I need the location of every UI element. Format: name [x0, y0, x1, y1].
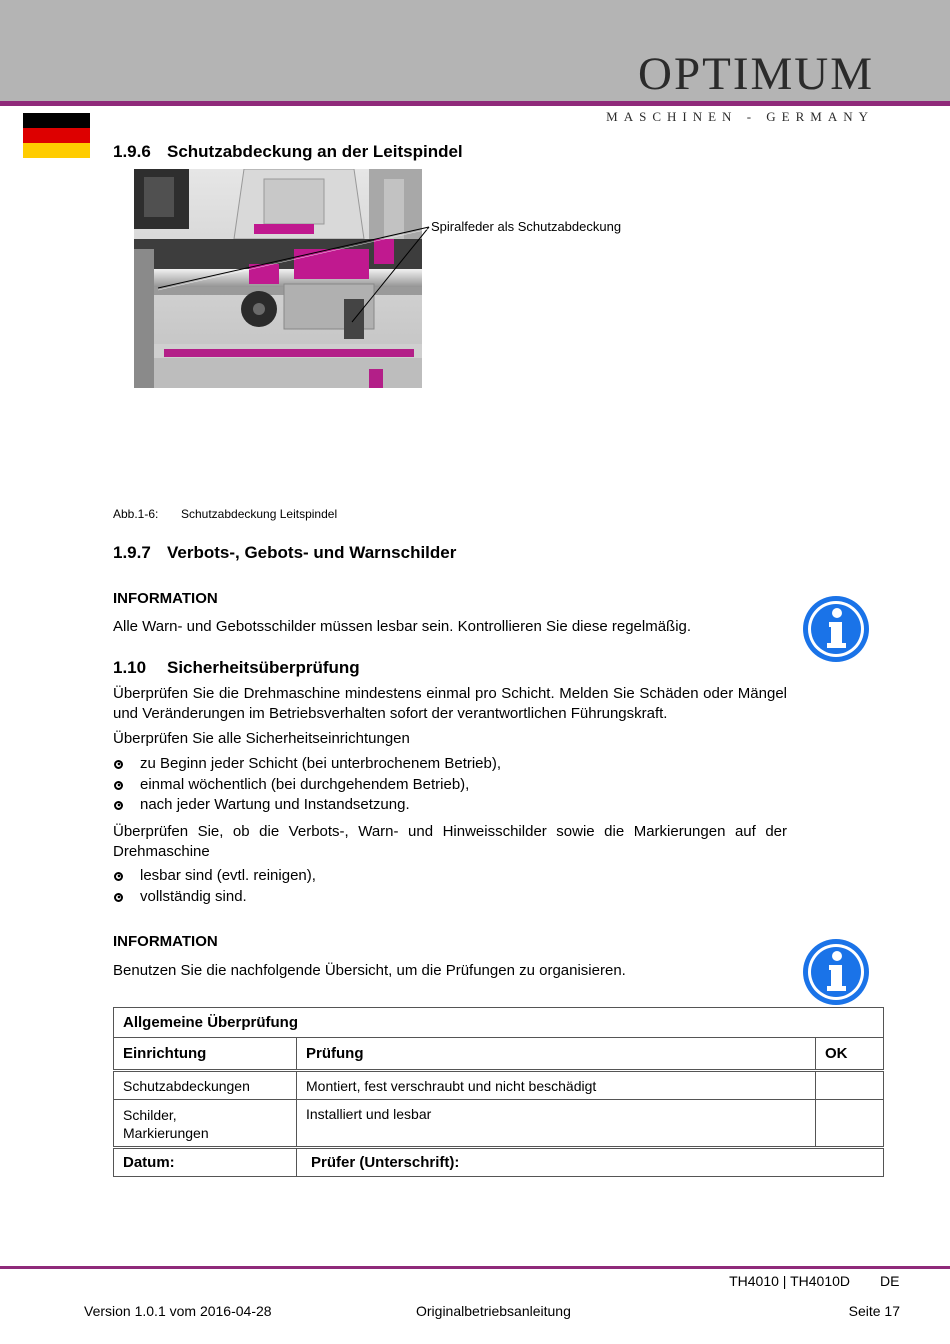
section-heading-1-9-7: [113, 544, 456, 561]
list-item: nach jeder Wartung und Instandsetzung.: [113, 795, 787, 816]
footer-language: DE: [880, 1273, 900, 1289]
list-item: vollständig sind.: [113, 887, 787, 908]
info-text: Benutzen Sie die nachfolgende Übersicht, um die Prüfungen zu organisieren.: [113, 962, 626, 979]
figure-caption-text: Schutzabdeckung Leitspindel: [181, 507, 338, 521]
info-icon: [802, 938, 870, 1006]
brand-logo: OPTIMUM: [638, 48, 874, 100]
table-header-device: Einrichtung: [114, 1038, 297, 1071]
section-title: Verbots-, Gebots- und Warnschilder: [167, 543, 457, 562]
section-heading-1-10: [113, 659, 360, 676]
info-label: INFORMATION: [113, 933, 218, 950]
figure-caption: [113, 507, 337, 522]
table-cell-device-text: Schilder, Markierungen: [123, 1107, 209, 1141]
footer-accent-line: [0, 1266, 950, 1269]
section-title: Sicherheitsüberprüfung: [167, 658, 360, 677]
list-item: einmal wöchentlich (bei durchgehendem Betrieb),: [113, 775, 787, 796]
table-cell-device: [114, 1100, 297, 1148]
paragraph-signs: Überprüfen Sie, ob die Verbots-, Warn- und Hinweisschilder sowie die Markierungen auf der Drehmaschine: [113, 823, 787, 860]
section-heading-1-9-6: [113, 143, 463, 160]
list-item: zu Beginn jeder Schicht (bei unterbrochenem Betrieb),: [113, 754, 787, 775]
date-label: Datum:: [114, 1148, 297, 1177]
info-label: INFORMATION: [113, 590, 218, 607]
info-text: Alle Warn- und Gebotsschilder müssen lesbar sein. Kontrollieren Sie diese regelmäßig.: [113, 618, 692, 635]
table-row: [114, 1100, 884, 1148]
table-header-ok: OK: [816, 1038, 884, 1071]
table-row-signature: [114, 1148, 884, 1177]
german-flag-icon: [23, 113, 90, 158]
table-cell-ok[interactable]: [816, 1100, 884, 1148]
bullet-list-intervals: [113, 754, 787, 816]
callout-pointer-lines: [130, 215, 440, 345]
section-title: Schutzabdeckung an der Leitspindel: [167, 142, 463, 161]
footer-page-number: Seite 17: [848, 1303, 900, 1319]
section-number: 1.10: [113, 658, 147, 677]
table-cell-ok[interactable]: [816, 1071, 884, 1100]
bullet-list-signs: [113, 866, 787, 907]
figure-callout: Spiralfeder als Schutzabdeckung: [431, 219, 622, 234]
section-number: 1.9.6: [113, 142, 151, 161]
footer-version: Version 1.0.1 vom 2016-04-28: [84, 1303, 272, 1319]
info-icon: [802, 595, 870, 663]
section-number: 1.9.7: [113, 543, 151, 562]
table-header-check: Prüfung: [297, 1038, 816, 1071]
header-accent-line: [0, 101, 950, 106]
footer-model: TH4010 | TH4010D: [729, 1273, 850, 1289]
table-cell-check: Installiert und lesbar: [297, 1100, 816, 1148]
inspector-label: Prüfer (Unterschrift):: [297, 1148, 884, 1177]
list-item: lesbar sind (evtl. reinigen),: [113, 866, 787, 887]
brand-tagline: MASCHINEN - GERMANY: [606, 109, 874, 124]
table-cell-device: Schutzabdeckungen: [114, 1071, 297, 1100]
table-cell-check: Montiert, fest verschraubt und nicht beschädigt: [297, 1071, 816, 1100]
table-title: Allgemeine Überprüfung: [114, 1008, 884, 1038]
paragraph-safety-devices: Überprüfen Sie alle Sicherheitseinrichtungen: [113, 730, 410, 747]
table-row: [114, 1071, 884, 1100]
footer-document-type: Originalbetriebsanleitung: [416, 1303, 571, 1319]
figure-caption-label: Abb.1-6:: [113, 507, 159, 521]
inspection-table: [113, 1007, 884, 1177]
paragraph-inspection: Überprüfen Sie die Drehmaschine mindestens einmal pro Schicht. Melden Sie Schäden oder Mängel und Veränderungen im Betriebsverhalten sofort der verantwortlichen Führungskraft.: [113, 685, 787, 722]
